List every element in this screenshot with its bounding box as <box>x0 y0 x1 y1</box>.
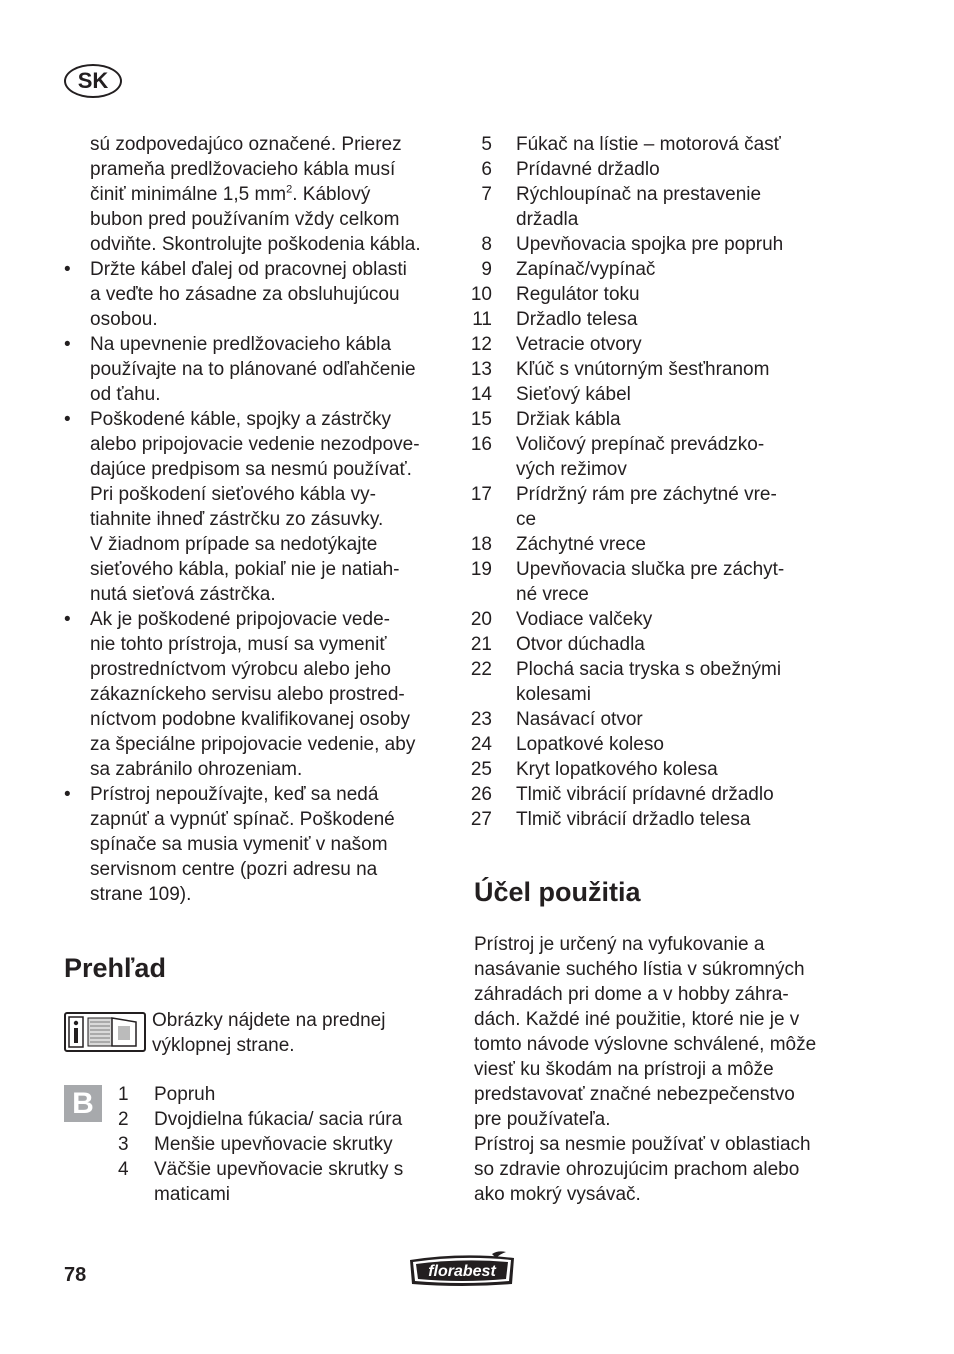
text-line: používajte na to plánované odľahčenie <box>90 359 416 380</box>
text-line: . Káblový <box>292 184 371 205</box>
item-number: 26 <box>470 784 492 805</box>
item-number: 6 <box>481 159 492 180</box>
item-text <box>516 482 874 532</box>
list-item <box>450 657 874 707</box>
list-item <box>450 307 874 332</box>
item-number: 14 <box>470 384 492 405</box>
text-line: Tlmič vibrácií držadlo telesa <box>516 809 751 830</box>
list-item <box>450 532 874 557</box>
text-line: níctvom podobne kvalifikovanej osoby <box>90 709 411 730</box>
list-item <box>450 607 874 632</box>
list-item <box>450 257 874 282</box>
item-text <box>516 232 874 257</box>
text-line: dách. Každé iné použitie, ktoré nie je v <box>474 1009 800 1030</box>
text-line: Upevňovacia slučka pre záchyt- <box>516 559 785 580</box>
item-number: 1 <box>118 1084 129 1105</box>
text-line: nie tohto prístroja, musí sa vymeniť <box>90 634 387 655</box>
item-number: 2 <box>118 1109 129 1130</box>
item-number: 25 <box>470 759 492 780</box>
text-line: Prístroj je určený na vyfukovanie a <box>474 934 765 955</box>
item-number: 27 <box>470 809 492 830</box>
text-line: servisnom centre (pozri adresu na <box>90 859 378 880</box>
text-line: Fúkač na lístie – motorová časť <box>516 134 781 155</box>
list-item <box>450 632 874 657</box>
item-number: 12 <box>470 334 492 355</box>
figure-b-badge: B <box>64 1085 102 1122</box>
item-text <box>516 432 874 482</box>
text-line: Prístroj nepoužívajte, keď sa nedá <box>90 784 379 805</box>
text-line: nasávanie suchého lístia v súkromných <box>474 959 805 980</box>
item-number: 16 <box>470 434 492 455</box>
text-line: Prídavné držadlo <box>516 159 660 180</box>
item-number: 21 <box>470 634 492 655</box>
list-item <box>450 132 874 157</box>
text-line: Prístroj sa nesmie používať v oblastiach <box>474 1134 811 1155</box>
list-item <box>450 182 874 232</box>
left-column <box>64 132 456 907</box>
bullet-dot: • <box>64 609 71 630</box>
text-line: a veďte ho zásadne za obsluhujúcou <box>90 284 400 305</box>
text-line: Tlmič vibrácií prídavné držadlo <box>516 784 774 805</box>
item-number: 9 <box>481 259 492 280</box>
text-line: Väčšie upevňovacie skrutky s <box>154 1159 404 1180</box>
info-book-icon <box>64 1012 146 1052</box>
item-text <box>516 807 874 832</box>
list-item <box>450 282 874 307</box>
list-item <box>450 232 874 257</box>
bullet-dot: • <box>64 784 71 805</box>
item-text <box>516 357 874 382</box>
text-line: Prídržný rám pre záchytné vre- <box>516 484 777 505</box>
item-text <box>154 1082 458 1107</box>
text-line: Upevňovacia spojka pre popruh <box>516 234 784 255</box>
text-line: Poškodené káble, spojky a zástrčky <box>90 409 391 430</box>
text-line: ako mokrý vysávač. <box>474 1184 641 1205</box>
bullet-item <box>64 782 456 907</box>
bullet-item <box>64 257 456 332</box>
item-number: 20 <box>470 609 492 630</box>
text-line: Plochá sacia tryska s obežnými <box>516 659 782 680</box>
text-line: osobou. <box>90 309 158 330</box>
text-line: Držadlo telesa <box>516 309 638 330</box>
list-item <box>450 782 874 807</box>
list-item <box>450 332 874 357</box>
text-line: kolesami <box>516 684 591 705</box>
item-text <box>516 182 874 232</box>
text-line: sieťového kábla, pokiaľ nie je natiah- <box>90 559 400 580</box>
text-line: Pri poškodení sieťového kábla vy- <box>90 484 376 505</box>
superscript: 2 <box>286 183 293 196</box>
text-line: sa zabránilo ohrozeniam. <box>90 759 303 780</box>
text-line: prostredníctvom výrobcu alebo jeho <box>90 659 391 680</box>
item-text <box>154 1132 458 1157</box>
text-line: né vrece <box>516 584 589 605</box>
text-line: Kľúč s vnútorným šesťhranom <box>516 359 770 380</box>
text-line: sú zodpovedajúco označené. Prierez <box>90 134 402 155</box>
list-item <box>450 382 874 407</box>
list-item <box>450 432 874 482</box>
item-number: 3 <box>118 1134 129 1155</box>
bullet-dot: • <box>64 259 71 280</box>
item-text <box>516 407 874 432</box>
item-number: 13 <box>470 359 492 380</box>
text-line: Záchytné vrece <box>516 534 646 555</box>
overview-heading: Prehľad <box>64 953 166 983</box>
item-text <box>516 557 874 607</box>
bullet-dot: • <box>64 334 71 355</box>
text-line: Otvor dúchadla <box>516 634 645 655</box>
text-line: ce <box>516 509 537 530</box>
figure-b-parts-list <box>108 1082 458 1207</box>
usage-paragraph <box>474 932 874 1207</box>
text-line: Rýchloupínač na prestavenie <box>516 184 762 205</box>
text-line: viesť ku škodám na prístroji a môže <box>474 1059 774 1080</box>
text-line: predstavovať značné nebezpečenstvo <box>474 1084 795 1105</box>
text-line: dajúce predpisom sa nesmú používať. <box>90 459 412 480</box>
text-line: pre používateľa. <box>474 1109 611 1130</box>
bullet-item <box>64 407 456 607</box>
text-line: alebo pripojovacie vedenie nezodpove- <box>90 434 420 455</box>
logo-text: florabest <box>428 1263 496 1280</box>
language-badge: SK <box>64 64 122 98</box>
text-line: zapnúť a vypnúť spínač. Poškodené <box>90 809 395 830</box>
text-line: Dvojdielna fúkacia/ sacia rúra <box>154 1109 403 1130</box>
list-item <box>450 357 874 382</box>
item-number: 22 <box>470 659 492 680</box>
text-line: Voličový prepínač prevádzko- <box>516 434 765 455</box>
safety-bullet-list <box>64 257 456 907</box>
item-text <box>516 157 874 182</box>
bullet-item <box>64 607 456 782</box>
text-line: zákazníckeho servisu alebo prostred- <box>90 684 405 705</box>
text-line: držadla <box>516 209 579 230</box>
item-text <box>516 307 874 332</box>
item-number: 7 <box>481 184 492 205</box>
item-text <box>516 782 874 807</box>
text-line: Držiak kábla <box>516 409 621 430</box>
list-item <box>450 732 874 757</box>
text-line: Nasávací otvor <box>516 709 643 730</box>
usage-heading: Účel použitia <box>474 877 641 907</box>
text-line: Vetracie otvory <box>516 334 642 355</box>
item-text <box>516 657 874 707</box>
item-text <box>516 257 874 282</box>
text-line: tiahnite ihneď zástrčku zo zásuvky. <box>90 509 384 530</box>
list-item <box>108 1157 458 1207</box>
item-number: 18 <box>470 534 492 555</box>
list-item <box>108 1132 458 1157</box>
item-text <box>516 607 874 632</box>
text-line: Kryt lopatkového kolesa <box>516 759 718 780</box>
text-line: so zdravie ohrozujúcim prachom alebo <box>474 1159 800 1180</box>
florabest-logo <box>406 1250 518 1288</box>
info-note <box>64 1008 456 1058</box>
text-line: Regulátor toku <box>516 284 640 305</box>
text-line: Zapínač/vypínač <box>516 259 656 280</box>
text-line: nutá sieťová zástrčka. <box>90 584 276 605</box>
item-number: 10 <box>470 284 492 305</box>
text-line: V žiadnom prípade sa nedotýkajte <box>90 534 378 555</box>
item-number: 11 <box>472 309 492 330</box>
item-text <box>516 707 874 732</box>
text-line: výklopnej strane. <box>152 1035 295 1056</box>
page-number: 78 <box>64 1264 87 1286</box>
item-number: 4 <box>118 1159 129 1180</box>
list-item <box>450 707 874 732</box>
text-line: bubon pred používaním vždy celkom <box>90 209 400 230</box>
text-line: Na upevnenie predlžovacieho kábla <box>90 334 392 355</box>
right-column <box>470 132 874 832</box>
list-item <box>450 757 874 782</box>
text-line: Sieťový kábel <box>516 384 631 405</box>
list-item <box>450 157 874 182</box>
item-text <box>154 1107 458 1132</box>
info-text <box>152 1008 385 1058</box>
item-number: 5 <box>481 134 492 155</box>
text-line: tomto návode výslovne schválené, môže <box>474 1034 817 1055</box>
item-number: 8 <box>481 234 492 255</box>
text-line: Popruh <box>154 1084 216 1105</box>
item-text <box>516 332 874 357</box>
bullet-dot: • <box>64 409 71 430</box>
item-number: 23 <box>470 709 492 730</box>
list-item <box>450 807 874 832</box>
text-line: spínače sa musia vymeniť v našom <box>90 834 388 855</box>
list-item <box>108 1107 458 1132</box>
text-line: činiť minimálne 1,5 mm <box>90 184 287 205</box>
list-item <box>108 1082 458 1107</box>
item-number: 15 <box>470 409 492 430</box>
bullet-item <box>64 332 456 407</box>
item-text <box>516 132 874 157</box>
item-number: 19 <box>470 559 492 580</box>
intro-paragraph <box>90 132 456 257</box>
parts-list <box>450 132 874 832</box>
text-line: strane 109). <box>90 884 192 905</box>
text-line: Vodiace valčeky <box>516 609 653 630</box>
item-text <box>516 632 874 657</box>
item-text <box>516 732 874 757</box>
item-text <box>516 757 874 782</box>
text-line: odviňte. Skontrolujte poškodenia kábla. <box>90 234 421 255</box>
text-line: Lopatkové koleso <box>516 734 664 755</box>
item-number: 24 <box>470 734 492 755</box>
text-line: maticami <box>154 1184 231 1205</box>
text-line: prameňa predlžovacieho kábla musí <box>90 159 396 180</box>
text-line: Ak je poškodené pripojovacie vede- <box>90 609 390 630</box>
item-text <box>516 532 874 557</box>
list-item <box>450 482 874 532</box>
text-line: od ťahu. <box>90 384 161 405</box>
text-line: Menšie upevňovacie skrutky <box>154 1134 393 1155</box>
item-text <box>516 382 874 407</box>
list-item <box>450 407 874 432</box>
item-text <box>154 1157 458 1207</box>
item-number: 17 <box>470 484 492 505</box>
list-item <box>450 557 874 607</box>
text-line: Držte kábel ďalej od pracovnej oblasti <box>90 259 407 280</box>
item-text <box>516 282 874 307</box>
text-line: záhradách pri dome a v hobby záhra- <box>474 984 789 1005</box>
text-line: vých režimov <box>516 459 627 480</box>
text-line: za špeciálne pripojovacie vedenie, aby <box>90 734 416 755</box>
text-line: Obrázky nájdete na prednej <box>152 1010 386 1031</box>
